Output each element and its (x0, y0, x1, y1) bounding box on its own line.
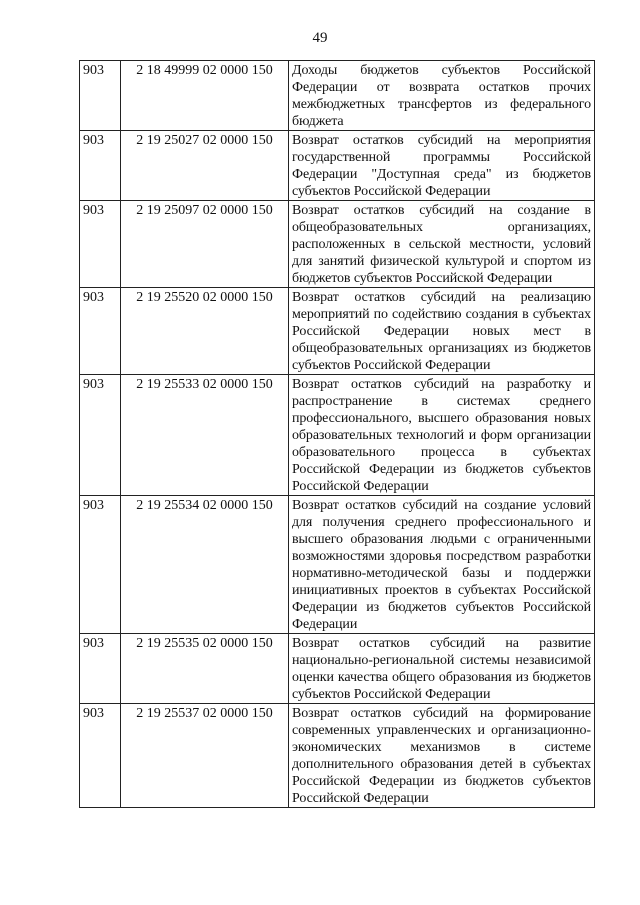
table-row (80, 496, 595, 634)
budget-code-cell: 2 19 25537 02 0000 150 (121, 704, 289, 808)
table-row (80, 131, 595, 201)
budget-code-cell: 2 18 49999 02 0000 150 (121, 61, 289, 131)
budget-code-cell: 2 19 25535 02 0000 150 (121, 634, 289, 704)
description-cell: Возврат остатков субсидий на мероприятия государственной программы Российской Федерации "Доступная среда" из бюджетов субъектов Российской Федерации (289, 131, 595, 201)
table-row (80, 61, 595, 131)
admin-code-cell: 903 (80, 201, 121, 288)
budget-code-cell: 2 19 25533 02 0000 150 (121, 375, 289, 496)
admin-code-cell: 903 (80, 61, 121, 131)
description-cell: Доходы бюджетов субъектов Российской Федерации от возврата остатков прочих межбюджетных трансфертов из федерального бюджета (289, 61, 595, 131)
description-cell: Возврат остатков субсидий на развитие национально-региональной системы независимой оценки качества общего образования из бюджетов субъектов Российской Федерации (289, 634, 595, 704)
description-cell: Возврат остатков субсидий на разработку и распространение в системах среднего профессионального, высшего образования новых образовательных технологий и форм организации образовательного процесса в субъектах Российской Федерации из бюджетов субъектов Российской Федерации (289, 375, 595, 496)
table-row (80, 375, 595, 496)
admin-code-cell: 903 (80, 704, 121, 808)
admin-code-cell: 903 (80, 375, 121, 496)
budget-code-cell: 2 19 25520 02 0000 150 (121, 288, 289, 375)
description-cell: Возврат остатков субсидий на создание в общеобразовательных организациях, расположенных в сельской местности, условий для занятий физической культурой и спортом из бюджетов субъектов Российской Федерации (289, 201, 595, 288)
admin-code-cell: 903 (80, 634, 121, 704)
table-row (80, 201, 595, 288)
description-cell: Возврат остатков субсидий на реализацию мероприятий по содействию создания в субъектах Российской Федерации новых мест в общеобразовательных организациях из бюджетов субъектов Российской Федерации (289, 288, 595, 375)
table-row (80, 704, 595, 808)
table-row (80, 288, 595, 375)
description-cell: Возврат остатков субсидий на формирование современных управленческих и организационно-экономических механизмов в системе дополнительного образования детей в субъектах Российской Федерации из бюджетов субъектов Российской Федерации (289, 704, 595, 808)
budget-code-cell: 2 19 25534 02 0000 150 (121, 496, 289, 634)
table-row (80, 634, 595, 704)
budget-code-cell: 2 19 25097 02 0000 150 (121, 201, 289, 288)
budget-code-cell: 2 19 25027 02 0000 150 (121, 131, 289, 201)
description-cell: Возврат остатков субсидий на создание условий для получения среднего профессионального и высшего образования людьми с ограниченными возможностями здоровья посредством разработки нормативно-методической базы и поддержки инициативных проектов в субъектах Российской Федерации из бюджетов субъектов Российской Федерации (289, 496, 595, 634)
budget-codes-table (79, 60, 595, 808)
admin-code-cell: 903 (80, 131, 121, 201)
admin-code-cell: 903 (80, 288, 121, 375)
admin-code-cell: 903 (80, 496, 121, 634)
page-number: 49 (312, 30, 328, 46)
